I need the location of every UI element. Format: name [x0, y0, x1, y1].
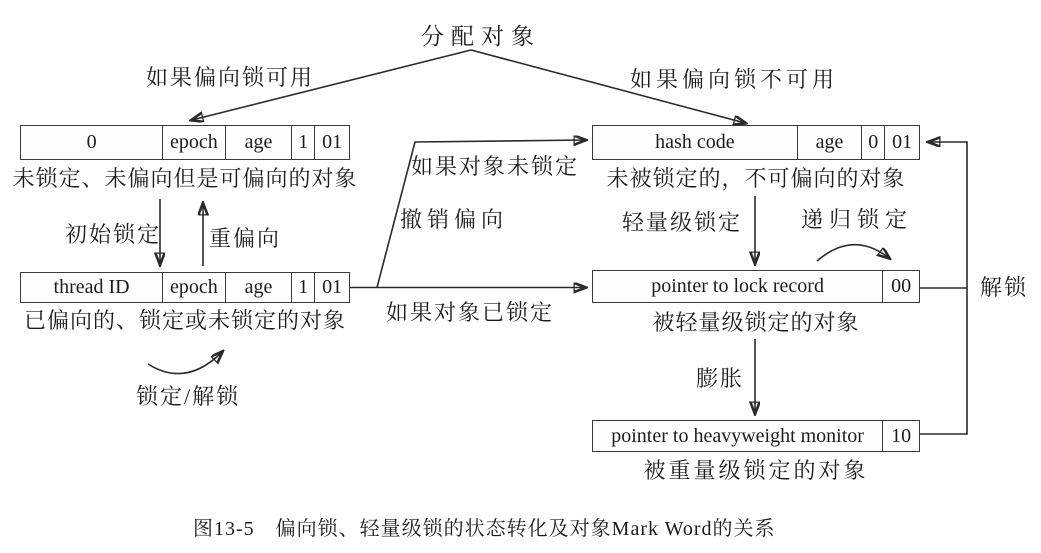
- revoke-bias-label: 撤销偏向: [400, 207, 509, 232]
- if-object-unlocked-label: 如果对象未锁定: [411, 154, 580, 179]
- cell-age: age: [225, 273, 292, 302]
- heavyweight-box-caption: 被重量级锁定的对象: [643, 458, 869, 483]
- figure-caption: 图13-5 偏向锁、轻量级锁的状态转化及对象Mark Word的关系: [193, 518, 776, 540]
- cell-biased-flag: 0: [861, 126, 884, 159]
- lock-unlock-label: 锁定/解锁: [136, 384, 241, 409]
- mark-word-box-heavyweight: [592, 420, 920, 452]
- cell-epoch: epoch: [162, 126, 225, 159]
- initial-lock-label: 初始锁定: [65, 222, 162, 247]
- edge-lock-unlock-arc: [148, 352, 222, 374]
- cell-age: age: [225, 126, 292, 159]
- allocate-object-label: 分配对象: [421, 24, 541, 49]
- cell-age: age: [797, 126, 862, 159]
- cell-zero: 0: [86, 131, 97, 153]
- bias-available-label: 如果偏向锁可用: [146, 65, 315, 90]
- cell-biased-flag: 1: [291, 273, 314, 302]
- recursive-lock-label: 递归锁定: [801, 207, 914, 232]
- cell-lock-bits: 01: [884, 126, 919, 159]
- cell-lock-bits: 10: [882, 421, 919, 451]
- mark-word-box-biased: [20, 272, 350, 303]
- if-object-locked-label: 如果对象已锁定: [386, 300, 555, 325]
- lightweight-box-caption: 被轻量级锁定的对象: [652, 310, 860, 335]
- inflate-label: 膨胀: [696, 366, 745, 391]
- cell-hash-code: hash code: [655, 131, 735, 153]
- unlock-label: 解锁: [980, 275, 1029, 300]
- lightweight-lock-label: 轻量级锁定: [622, 210, 743, 235]
- cell-biased-flag: 1: [291, 126, 314, 159]
- mark-word-box-lightweight: [592, 270, 920, 303]
- unbiasable-box-caption: 未被锁定的，不可偏向的对象: [606, 166, 906, 191]
- mark-word-box-unbiasable: [592, 125, 920, 160]
- rebias-label: 重偏向: [209, 226, 282, 251]
- cell-lock-bits: 01: [314, 273, 349, 302]
- edge-recursive-lock-arc: [817, 245, 889, 261]
- cell-monitor-pointer: pointer to heavyweight monitor: [611, 424, 864, 447]
- cell-epoch: epoch: [162, 273, 225, 302]
- bias-unavailable-label: 如果偏向锁不可用: [630, 67, 839, 92]
- biased-box-caption: 已偏向的、锁定或未锁定的对象: [23, 308, 346, 333]
- cell-lock-bits: 01: [314, 126, 349, 159]
- cell-lock-bits: 00: [882, 271, 919, 302]
- mark-word-box-biasable: [20, 125, 350, 160]
- cell-thread-id: thread ID: [53, 276, 130, 298]
- cell-lock-record-pointer: pointer to lock record: [651, 275, 824, 297]
- biasable-box-caption: 未锁定、未偏向但是可偏向的对象: [12, 166, 358, 191]
